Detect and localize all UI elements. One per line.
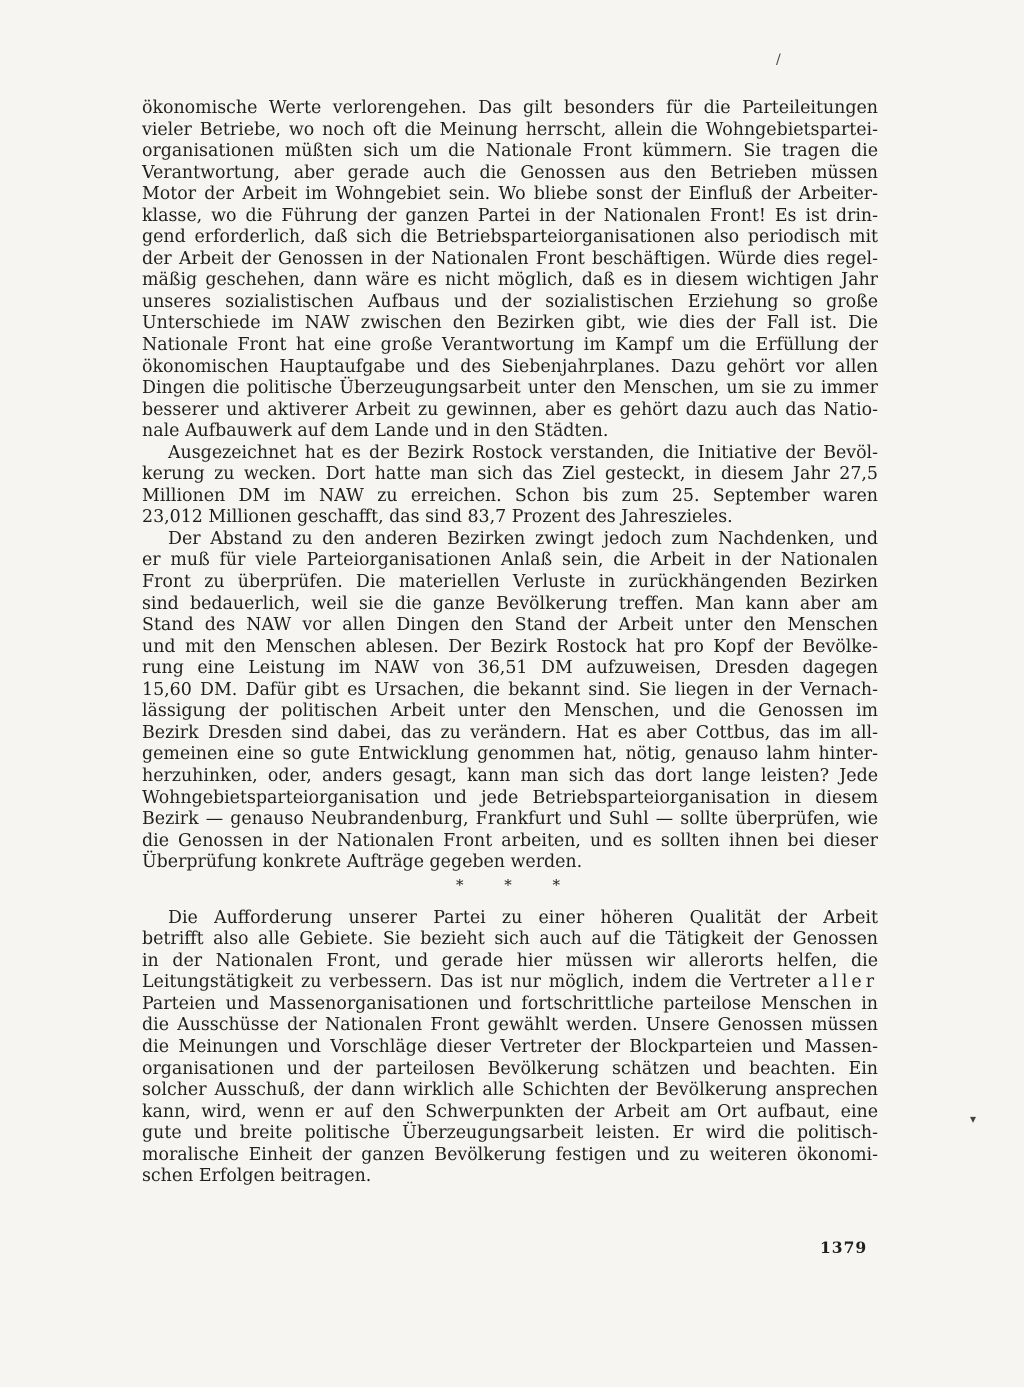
- text-line: lässigung der politischen Arbeit unter den Menschen, und die Genossen im: [142, 701, 878, 722]
- text-line: Motor der Arbeit im Wohngebiet sein. Wo bliebe sonst der Einfluß der Arbeiter-: [142, 184, 878, 205]
- spaced-emphasis: aller: [817, 972, 879, 993]
- paragraph-4: [142, 908, 878, 1188]
- paragraph-2: [142, 443, 878, 529]
- text-line: Überprüfung konkrete Aufträge gegeben werden.: [142, 852, 583, 873]
- text-fragment: Leitungstätigkeit zu verbessern. Das ist nur möglich, indem die Vertreter: [142, 972, 811, 993]
- text-line: der Arbeit der Genossen in der Nationalen Front beschäftigen. Würde dies regel-: [142, 248, 878, 269]
- text-line: Front zu überprüfen. Die materiellen Verluste in zurückhängenden Bezirken: [142, 572, 878, 593]
- text-line: Parteien und Massenorganisationen und fortschrittliche parteilose Menschen in: [142, 993, 878, 1014]
- text-line: 15,60 DM. Dafür gibt es Ursachen, die bekannt sind. Sie liegen in der Vernach-: [142, 679, 878, 700]
- text-line: die Genossen in der Nationalen Front arbeiten, und es sollten ihnen bei dieser: [142, 830, 878, 851]
- text-line: vieler Betriebe, wo noch oft die Meinung herrscht, allein die Wohngebietspartei-: [142, 119, 878, 140]
- scan-speck: ▾: [970, 1112, 977, 1126]
- text-line: Stand des NAW vor allen Dingen den Stand der Arbeit unter den Menschen: [142, 615, 878, 636]
- text-line: organisationen müßten sich um die Nationale Front kümmern. Sie tragen die: [142, 141, 878, 162]
- text-line: moralische Einheit der ganzen Bevölkerung festigen und zu weiteren ökonomi-: [142, 1144, 878, 1165]
- text-line: mäßig geschehen, dann wäre es nicht möglich, daß es in diesem wichtigen Jahr: [142, 270, 878, 291]
- text-line: gute und breite politische Überzeugungsarbeit leisten. Er wird die politisch-: [142, 1123, 878, 1144]
- text-line: die Meinungen und Vorschläge dieser Vertreter der Blockparteien und Massen-: [142, 1036, 878, 1057]
- text-line: Unterschiede im NAW zwischen den Bezirken gibt, wie dies der Fall ist. Die: [142, 313, 878, 334]
- text-line: er muß für viele Parteiorganisationen Anlaß sein, die Arbeit in der Nationalen: [142, 550, 878, 571]
- text-line: gend erforderlich, daß sich die Betriebsparteiorganisationen also periodisch mit: [142, 227, 878, 248]
- page-number: 1379: [820, 1238, 868, 1257]
- text-line: gemeinen eine so gute Entwicklung genommen hat, nötig, genauso lahm hinter-: [142, 744, 878, 765]
- text-line: 23,012 Millionen geschafft, das sind 83,7 Prozent des Jahreszieles.: [142, 507, 733, 528]
- text-line: organisationen und der parteilosen Bevölkerung schätzen und beachten. Ein: [142, 1058, 878, 1079]
- text-line: und mit den Menschen ablesen. Der Bezirk Rostock hat pro Kopf der Bevölke-: [142, 636, 878, 657]
- text-line: kann, wird, wenn er auf den Schwerpunkten der Arbeit am Ort aufbaut, eine: [142, 1101, 878, 1122]
- page-body: [142, 98, 878, 1188]
- paragraph-1: [142, 98, 878, 443]
- text-line: Verantwortung, aber gerade auch die Genossen aus den Betrieben müssen: [142, 162, 878, 183]
- text-line: Die Aufforderung unserer Partei zu einer höheren Qualität der Arbeit: [168, 907, 878, 928]
- text-line: besserer und aktiverer Arbeit zu gewinnen, aber es gehört dazu auch das Natio-: [142, 399, 878, 420]
- text-line: ökonomischen Hauptaufgabe und des Siebenjahrplanes. Dazu gehört vor allen: [142, 356, 878, 377]
- text-line: herzuhinken, oder, anders gesagt, kann man sich das dort lange leisten? Jede: [142, 765, 878, 786]
- text-line: in der Nationalen Front, und gerade hier müssen wir allerorts helfen, die: [142, 950, 878, 971]
- text-line-with-emphasis: [142, 972, 878, 994]
- text-line: schen Erfolgen beitragen.: [142, 1166, 372, 1187]
- text-line: ökonomische Werte verlorengehen. Das gilt besonders für die Parteileitungen: [142, 98, 878, 118]
- text-line: unseres sozialistischen Aufbaus und der sozialistischen Erziehung so große: [142, 291, 878, 312]
- text-line: rung eine Leistung im NAW von 36,51 DM aufzuweisen, Dresden dagegen: [142, 658, 878, 679]
- text-line: betrifft also alle Gebiete. Sie bezieht sich auch auf die Tätigkeit der Genossen: [142, 929, 878, 950]
- text-line: Nationale Front hat eine große Verantwortung im Kampf um die Erfüllung der: [142, 335, 878, 356]
- paragraph-3: [142, 529, 878, 874]
- text-line: Millionen DM im NAW zu erreichen. Schon bis zum 25. September waren: [142, 485, 878, 506]
- text-line: die Ausschüsse der Nationalen Front gewählt werden. Unsere Genossen müssen: [142, 1015, 878, 1036]
- text-line: klasse, wo die Führung der ganzen Partei in der Nationalen Front! Es ist drin-: [142, 205, 878, 226]
- text-line: kerung zu wecken. Dort hatte man sich das Ziel gesteckt, in diesem Jahr 27,5: [142, 464, 878, 485]
- text-line: solcher Ausschuß, der dann wirklich alle Schichten der Bevölkerung ansprechen: [142, 1080, 878, 1101]
- text-line: Der Abstand zu den anderen Bezirken zwingt jedoch zum Nachdenken, und: [168, 528, 878, 549]
- text-line: Bezirk Dresden sind dabei, das zu verändern. Hat es aber Cottbus, das im all-: [142, 722, 878, 743]
- text-line: Wohngebietsparteiorganisation und jede Betriebsparteiorganisation in diesem: [142, 787, 878, 808]
- text-line: nale Aufbauwerk auf dem Lande und in den Städten.: [142, 421, 609, 442]
- scan-speck: /: [776, 52, 781, 68]
- text-line: Bezirk — genauso Neubrandenburg, Frankfurt und Suhl — sollte überprüfen, wie: [142, 809, 878, 830]
- text-line: sind bedauerlich, weil sie die ganze Bevölkerung treffen. Man kann aber am: [142, 593, 878, 614]
- section-separator: * * *: [455, 875, 579, 894]
- text-line: Dingen die politische Überzeugungsarbeit unter den Menschen, um sie zu immer: [142, 378, 878, 399]
- text-line: Ausgezeichnet hat es der Bezirk Rostock verstanden, die Initiative der Bevöl-: [168, 442, 878, 463]
